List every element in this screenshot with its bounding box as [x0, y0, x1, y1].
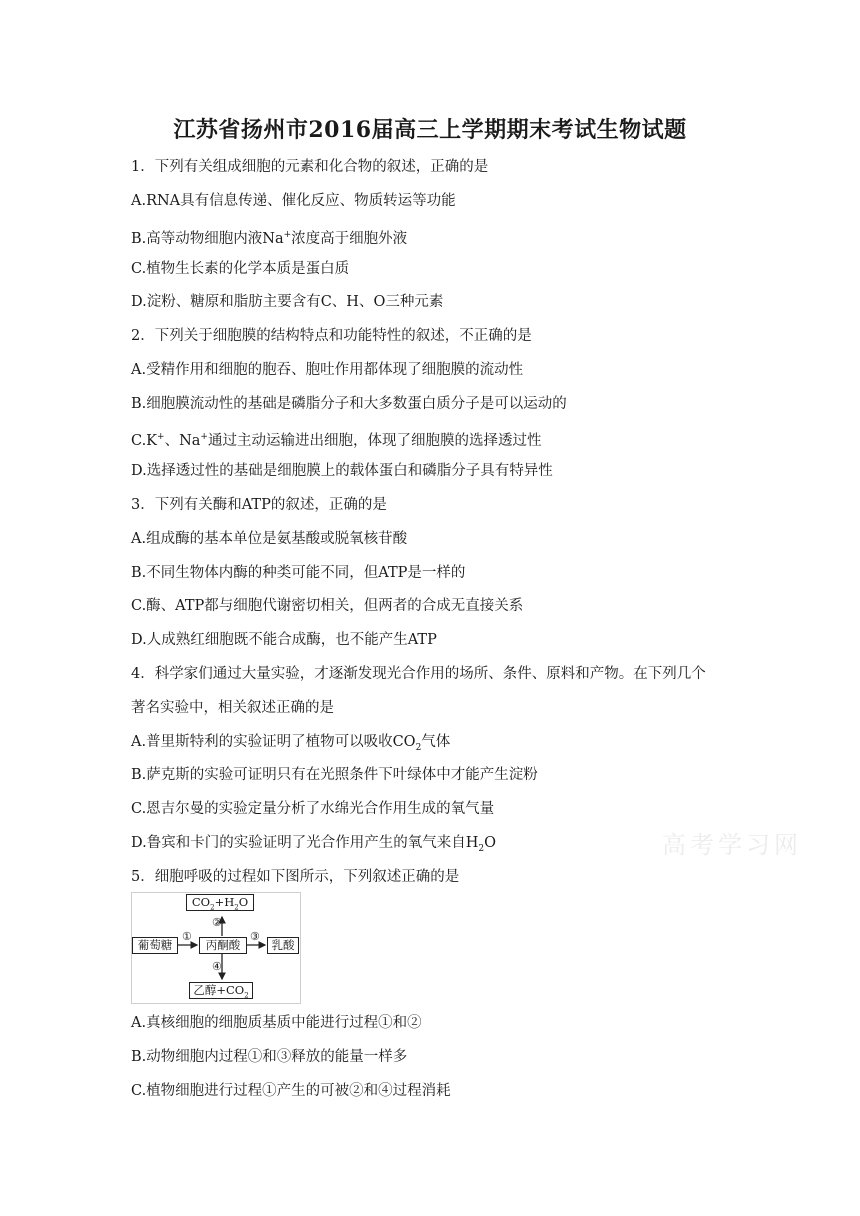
question-4-line-2: 著名实验中，相关叙述正确的是 — [131, 700, 334, 716]
q4a-subscript: 2 — [415, 742, 422, 753]
q4-option-b: B.萨克斯的实验可证明只有在光照条件下叶绿体中才能产生淀粉 — [131, 767, 538, 783]
q3-option-d: D.人成熟红细胞既不能合成酶，也不能产生ATP — [131, 632, 437, 648]
question-5: 5．细胞呼吸的过程如下图所示，下列叙述正确的是 — [131, 869, 460, 885]
step-1-label: ① — [182, 930, 192, 943]
step-2-label: ② — [212, 916, 222, 929]
pyruvate-box: 丙酮酸 — [199, 937, 247, 954]
step-4-label: ④ — [212, 960, 222, 973]
ethanol-co2-subscript: 2 — [244, 991, 249, 1000]
glucose-box: 葡萄糖 — [132, 937, 178, 954]
respiration-diagram — [131, 892, 301, 1004]
page-title: 江苏省扬州市2016届高三上学期期末考试生物试题 — [173, 117, 687, 143]
q1-option-c: C.植物生长素的化学本质是蛋白质 — [131, 261, 350, 277]
q4-option-c: C.恩吉尔曼的实验定量分析了水绵光合作用生成的氧气量 — [131, 801, 495, 817]
co2-subscript: 2 — [210, 903, 215, 912]
h2o-subscript: 2 — [234, 903, 239, 912]
q4d-text-end: O — [484, 835, 496, 851]
q2-option-c — [131, 428, 541, 450]
q4a-text: A.普里斯特利的实验证明了植物可以吸收CO — [131, 734, 416, 750]
q1b-text-end: 浓度高于细胞外液 — [291, 230, 408, 247]
q1b-text: B.高等动物细胞内液Na — [131, 230, 284, 247]
q2c-superscript-1: + — [157, 432, 165, 442]
q2c-text-end: 通过主动运输进出细胞，体现了细胞膜的选择透过性 — [207, 432, 542, 449]
q3-option-a: A.组成酶的基本单位是氨基酸或脱氧核苷酸 — [131, 531, 408, 547]
q1-option-d: D.淀粉、糖原和脂肪主要含有C、H、O三种元素 — [131, 294, 444, 310]
question-2: 2．下列关于细胞膜的结构特点和功能特性的叙述，不正确的是 — [131, 328, 532, 344]
q1b-superscript: + — [283, 230, 292, 240]
q1-option-a: A.RNA具有信息传递、催化反应、物质转运等功能 — [131, 193, 456, 209]
q2c-superscript-2: + — [200, 432, 208, 442]
q2c-text: C.K — [131, 432, 158, 449]
q2c-text-mid: 、Na — [164, 432, 201, 449]
q3-option-c: C.酶、ATP都与细胞代谢密切相关，但两者的合成无直接关系 — [131, 598, 524, 614]
co2-h2o-box — [186, 894, 254, 911]
question-4-line-1: 4．科学家们通过大量实验，才逐渐发现光合作用的场所、条件、原料和产物。在下列几个 — [131, 666, 706, 682]
co2-text: CO — [191, 895, 211, 909]
q3-option-b: B.不同生物体内酶的种类可能不同，但ATP是一样的 — [131, 565, 466, 581]
q2-option-b: B.细胞膜流动性的基础是磷脂分子和大多数蛋白质分子是可以运动的 — [131, 396, 567, 412]
q4-option-d — [131, 834, 496, 858]
o-text: O — [238, 895, 249, 909]
q4-option-a — [131, 733, 450, 757]
lactate-box: 乳酸 — [267, 937, 299, 954]
question-3: 3．下列有关酶和ATP的叙述，正确的是 — [131, 497, 387, 513]
ethanol-co2-box — [189, 982, 253, 999]
h-text: +H — [214, 895, 235, 909]
q2-option-d: D.选择透过性的基础是细胞膜上的载体蛋白和磷脂分子具有特异性 — [131, 463, 553, 479]
q4d-text: D.鲁宾和卡门的实验证明了光合作用产生的氧气来自H — [131, 835, 479, 851]
ethanol-text: 乙醇+CO — [193, 983, 245, 997]
watermark: 高考学习网 — [662, 831, 802, 859]
q1-option-b — [131, 226, 407, 248]
q5-option-c: C.植物细胞进行过程①产生的可被②和④过程消耗 — [131, 1083, 451, 1099]
q5-option-b: B.动物细胞内过程①和③释放的能量一样多 — [131, 1049, 408, 1065]
q4d-subscript: 2 — [478, 843, 485, 854]
question-1: 1．下列有关组成细胞的元素和化合物的叙述，正确的是 — [131, 159, 489, 175]
q5-option-a: A.真核细胞的细胞质基质中能进行过程①和② — [131, 1015, 422, 1031]
step-3-label: ③ — [250, 930, 260, 943]
q2-option-a: A.受精作用和细胞的胞吞、胞吐作用都体现了细胞膜的流动性 — [131, 362, 524, 378]
q4a-text-end: 气体 — [421, 734, 451, 750]
